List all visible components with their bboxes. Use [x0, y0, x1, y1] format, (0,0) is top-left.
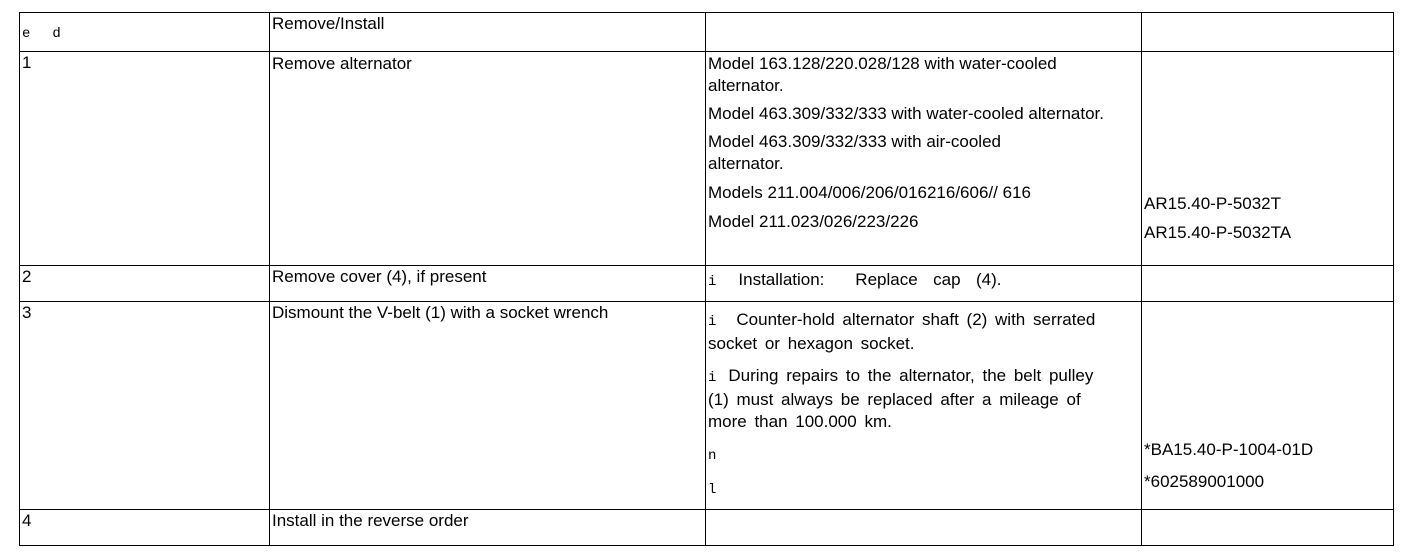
- note-model-4: Models 211.004/006/206/016216/606// 616: [708, 183, 1031, 202]
- step-notes: [706, 510, 1142, 546]
- step-description: Remove cover (4), if present: [270, 266, 706, 302]
- step-number: 3: [20, 302, 270, 510]
- note-model-5: Model 211.023/026/223/226: [708, 212, 919, 231]
- header-cell-1: [20, 13, 270, 52]
- table-row: [20, 510, 1394, 546]
- info-icon: i: [708, 370, 717, 386]
- step-notes: [706, 266, 1142, 302]
- step-description: Dismount the V-belt (1) with a socket wrench: [270, 302, 706, 510]
- installation-note: Installation: Replace cap (4).: [738, 270, 1002, 289]
- step-description: Remove alternator: [270, 52, 706, 266]
- step-number: 4: [20, 510, 270, 546]
- info-icon: i: [708, 274, 717, 290]
- step-notes: [706, 52, 1142, 266]
- step-references: [1142, 510, 1394, 546]
- table-header-row: [20, 13, 1394, 52]
- reference-link[interactable]: *BA15.40-P-1004-01D: [1144, 440, 1314, 459]
- info-icon: i: [708, 314, 717, 330]
- step-references: [1142, 52, 1394, 266]
- step-references: [1142, 266, 1394, 302]
- reference-link[interactable]: *602589001000: [1144, 472, 1265, 491]
- step-notes: [706, 302, 1142, 510]
- step-references: [1142, 302, 1394, 510]
- header-glyph-d: d: [52, 26, 61, 42]
- step-number: 2: [20, 266, 270, 302]
- header-cell-4: [1142, 13, 1394, 52]
- step-number: 1: [20, 52, 270, 266]
- note-model-3: Model 463.309/332/333 with air-cooled alternator.: [708, 132, 1001, 173]
- note-model-2: Model 463.309/332/333 with water-cooled alternator.: [708, 104, 1104, 123]
- part-symbol-icon: l: [708, 482, 717, 498]
- reference-link[interactable]: AR15.40-P-5032TA: [1144, 223, 1292, 242]
- table-row: [20, 302, 1394, 510]
- reference-link[interactable]: AR15.40-P-5032T: [1144, 194, 1282, 213]
- procedure-table: [19, 12, 1394, 546]
- symbol-n: [708, 443, 1139, 467]
- header-cell-3: [706, 13, 1142, 52]
- header-glyph-e: e: [22, 26, 31, 42]
- note-counter-hold: i Counter-hold alternator shaft (2) with serrated socket or hexagon socket.: [708, 310, 1096, 353]
- tool-symbol-icon: n: [708, 448, 717, 464]
- note-model-1: Model 163.128/220.028/128 with water-cooled alternator.: [708, 54, 1057, 95]
- table-row: [20, 266, 1394, 302]
- header-title: Remove/Install: [272, 14, 385, 33]
- step-description: Install in the reverse order: [270, 510, 706, 546]
- header-cell-2: [270, 13, 706, 52]
- note-repairs: i During repairs to the alternator, the belt pulley (1) must always be replaced after a mileage of more than 100.000 km.: [708, 366, 1094, 431]
- symbol-l: [708, 477, 1139, 501]
- table-row: [20, 52, 1394, 266]
